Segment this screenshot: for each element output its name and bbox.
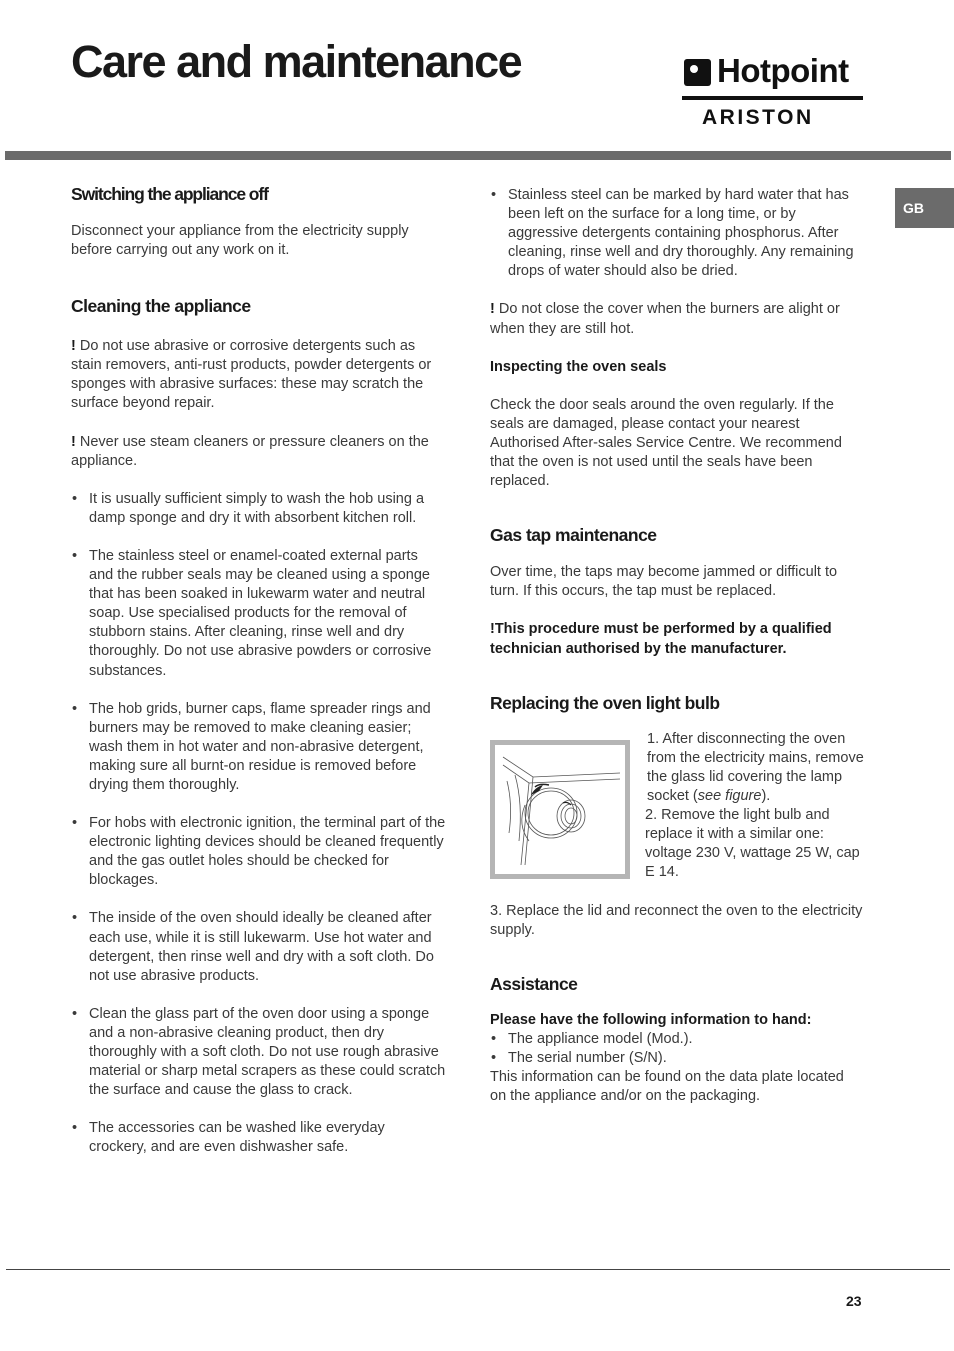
warning-text: Do not close the cover when the burners are alight or when they are still hot. xyxy=(490,301,840,337)
warning-mark: ! xyxy=(71,433,76,450)
list-item: • The hob grids, burner caps, flame spreader rings and burners may be removed to make cleaning easier; wash them in hot water and non-abrasive detergent, making sure all burnt-on residue is removed before drying them thoroughly. xyxy=(72,700,431,793)
list-item: • The inside of the oven should ideally be cleaned after each use, while it is still lukewarm. Use hot water and detergent, then rinse well and dry with a soft cloth. Do not use abrasive products. xyxy=(72,910,434,984)
hotpoint-logo-icon xyxy=(684,59,711,86)
footer-divider xyxy=(6,1269,950,1270)
page-number: 23 xyxy=(846,1293,862,1309)
cleaning-warning-steam xyxy=(71,433,446,471)
oven-seals-heading: Inspecting the oven seals xyxy=(490,358,667,375)
list-item: • It is usually sufficient simply to wash the hob using a damp sponge and dry it with absorbent kitchen roll. xyxy=(72,490,425,526)
warning-text: Never use steam cleaners or pressure cleaners on the appliance. xyxy=(71,433,429,469)
list-item: • The serial number (S/N). xyxy=(491,1049,667,1066)
oven-seals-text: Check the door seals around the oven regularly. If the seals are damaged, please contact your nearest Authorised After-sales Service Centre. We recommend that the oven is not used until the seals have been replaced. xyxy=(490,396,842,490)
gas-tap-heading: Gas tap maintenance xyxy=(490,525,657,546)
brand-logo xyxy=(682,54,864,134)
gas-tap-text: Over time, the taps may become jammed or difficult to turn. If this occurs, the tap must be replaced. xyxy=(490,564,838,600)
list-item: • The stainless steel or enamel-coated external parts and the rubber seals may be cleaned using a sponge that has been soaked in lukewarm water and neutral soap. Use specialised products for the removal of stubborn stains. After cleaning, rinse well and dry thoroughly. Do not use abrasive powders or corrosive substances. xyxy=(72,547,432,679)
list-item: • Clean the glass part of the oven door using a sponge and a non-abrasive cleaning product, then dry thoroughly with a soft cloth. Do not use rough abrasive material or sharp metal scrapers as these could scratch the surface and cause the glass to crack. xyxy=(72,1005,446,1099)
oven-lamp-illustration-icon xyxy=(495,745,625,874)
oven-lamp-figure xyxy=(490,740,630,879)
list-item: • Stainless steel can be marked by hard water that has been left on the surface for a long time, or by aggressive detergents containing phosphorus. After cleaning, rinse well and dry thoroughly. Any remaining drops of water should also be dried. xyxy=(491,187,854,280)
light-bulb-step-3: 3. Replace the lid and reconnect the oven to the electricity supply. xyxy=(490,902,863,938)
gas-tap-warning: !This procedure must be performed by a qualified technician authorised by the manufacturer. xyxy=(490,621,832,657)
logo-sub-brand: ARISTON xyxy=(702,106,814,129)
switching-off-heading: Switching the appliance off xyxy=(71,184,268,204)
list-item: • The appliance model (Mod.). xyxy=(491,1030,693,1047)
left-column xyxy=(71,182,446,1157)
warning-text: Do not use abrasive or corrosive detergents such as stain removers, anti-rust products, powder detergents or sponges with abrasive surfaces: these may scratch the surface beyond repair. xyxy=(71,338,432,412)
language-tab: GB xyxy=(895,188,954,228)
logo-brand-name: Hotpoint xyxy=(717,52,849,89)
assistance-lead: Please have the following information to hand: xyxy=(490,1011,812,1028)
assistance-text: This information can be found on the data plate located on the appliance and/or on the packaging. xyxy=(490,1069,844,1105)
switching-off-text: Disconnect your appliance from the electricity supply before carrying out any work on it. xyxy=(71,223,409,259)
warning-mark: ! xyxy=(490,301,495,318)
list-item: • The accessories can be washed like everyday crockery, and are even dishwasher safe. xyxy=(72,1120,385,1156)
right-column xyxy=(490,186,864,1106)
light-bulb-figure-row xyxy=(490,730,864,902)
warning-mark: ! xyxy=(71,338,76,355)
light-bulb-step-2: 2. Remove the light bulb and replace it with a similar one: voltage 230 V, wattage 25 W, cap E 14. xyxy=(645,806,860,881)
header-divider-bar xyxy=(5,151,951,160)
list-item: • For hobs with electronic ignition, the terminal part of the electronic lighting devices should be cleaned frequently and the gas outlet holes should be checked for blockages. xyxy=(72,815,446,889)
assistance-heading: Assistance xyxy=(490,973,578,994)
logo-divider xyxy=(682,96,863,100)
light-bulb-steps xyxy=(647,730,865,883)
cleaning-heading: Cleaning the appliance xyxy=(71,296,251,317)
page-title: Care and maintenance xyxy=(71,36,522,87)
light-bulb-heading: Replacing the oven light bulb xyxy=(490,692,720,713)
cover-warning xyxy=(490,300,864,338)
cleaning-warning-abrasive xyxy=(71,337,446,413)
light-bulb-step-1: 1. After disconnecting the oven from the electricity mains, remove the glass lid covering the lamp socket (see figure). xyxy=(647,730,864,804)
